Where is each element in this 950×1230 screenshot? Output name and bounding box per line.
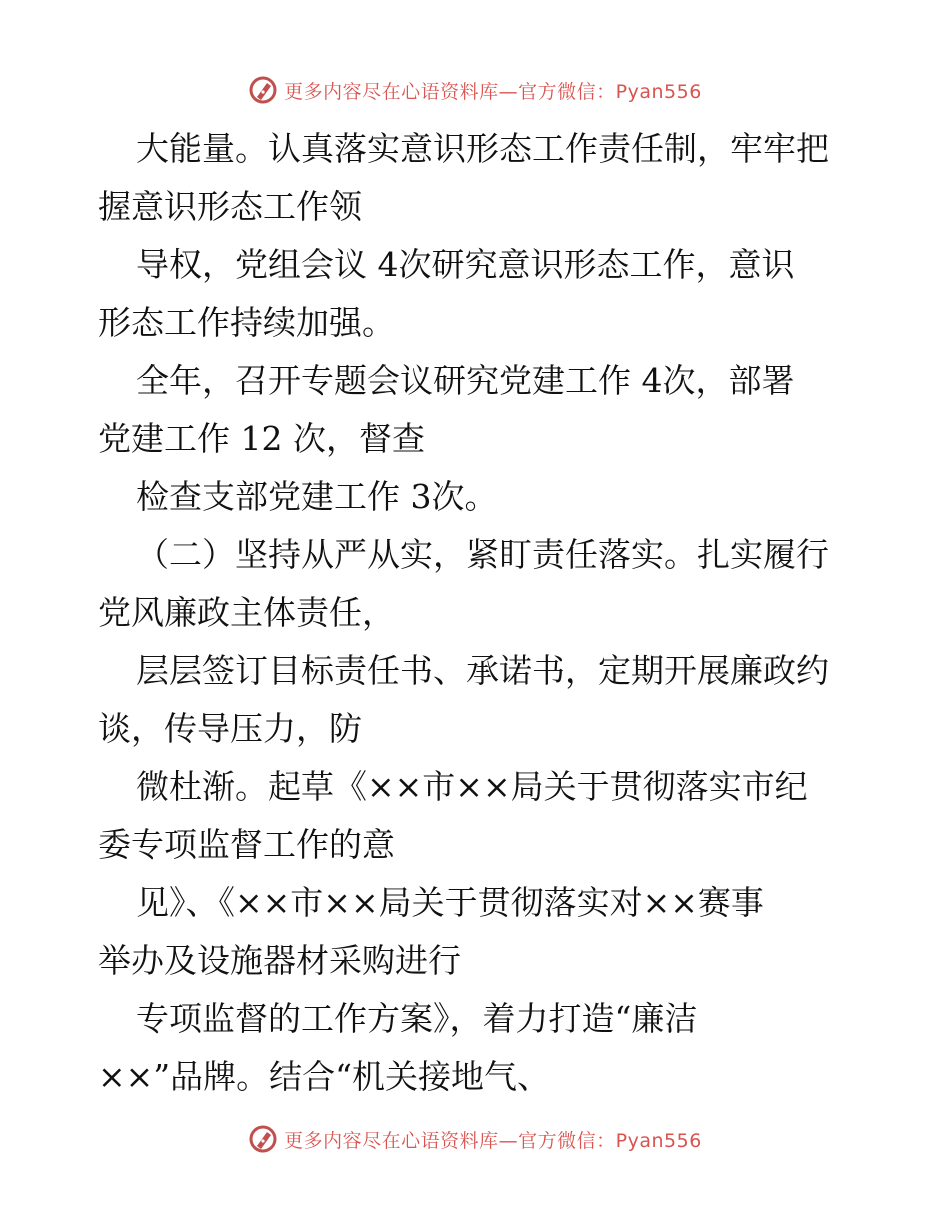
text-line: 层层签订目标责任书、承诺书，定期开展廉政约 xyxy=(136,651,829,690)
text-line: 导权，党组会议 4次研究意识形态工作，意识 xyxy=(136,245,795,284)
text-line: 大能量。认真落实意识形态工作责任制，牢牢把 xyxy=(136,129,829,168)
text-line: 党风廉政主体责任， xyxy=(98,593,395,632)
text-line: 委专项监督工作的意 xyxy=(98,825,395,864)
header-banner xyxy=(0,73,950,107)
text-line: 举办及设施器材采购进行 xyxy=(98,941,461,980)
text-line: 见》、《××市××局关于贯彻落实对××赛事 xyxy=(136,883,764,922)
text-line: 全年，召开专题会议研究党建工作 4次，部署 xyxy=(136,361,795,400)
pen-nib-logo-icon xyxy=(248,75,278,105)
footer-banner-text: 更多内容尽在心语资料库—官方微信：Pyan556 xyxy=(284,1129,702,1152)
text-line: 谈，传导压力，防 xyxy=(98,709,362,748)
text-line: 党建工作 12 次，督查 xyxy=(98,419,425,458)
header-banner-text: 更多内容尽在心语资料库—官方微信：Pyan556 xyxy=(284,80,702,103)
text-line: 检查支部党建工作 3次。 xyxy=(136,477,498,516)
text-line: 微杜渐。起草《××市××局关于贯彻落实市纪 xyxy=(136,767,808,806)
text-line: 形态工作持续加强。 xyxy=(98,303,395,342)
text-line: （二）坚持从严从实，紧盯责任落实。扎实履行 xyxy=(136,535,829,574)
pen-nib-logo-icon xyxy=(248,1124,278,1154)
text-line: 专项监督的工作方案》，着力打造“廉洁 xyxy=(136,999,698,1038)
document-body xyxy=(98,120,858,1106)
text-line: 握意识形态工作领 xyxy=(98,187,362,226)
text-line: ××”品牌。结合“机关接地气、 xyxy=(98,1057,551,1096)
footer-banner xyxy=(0,1122,950,1156)
